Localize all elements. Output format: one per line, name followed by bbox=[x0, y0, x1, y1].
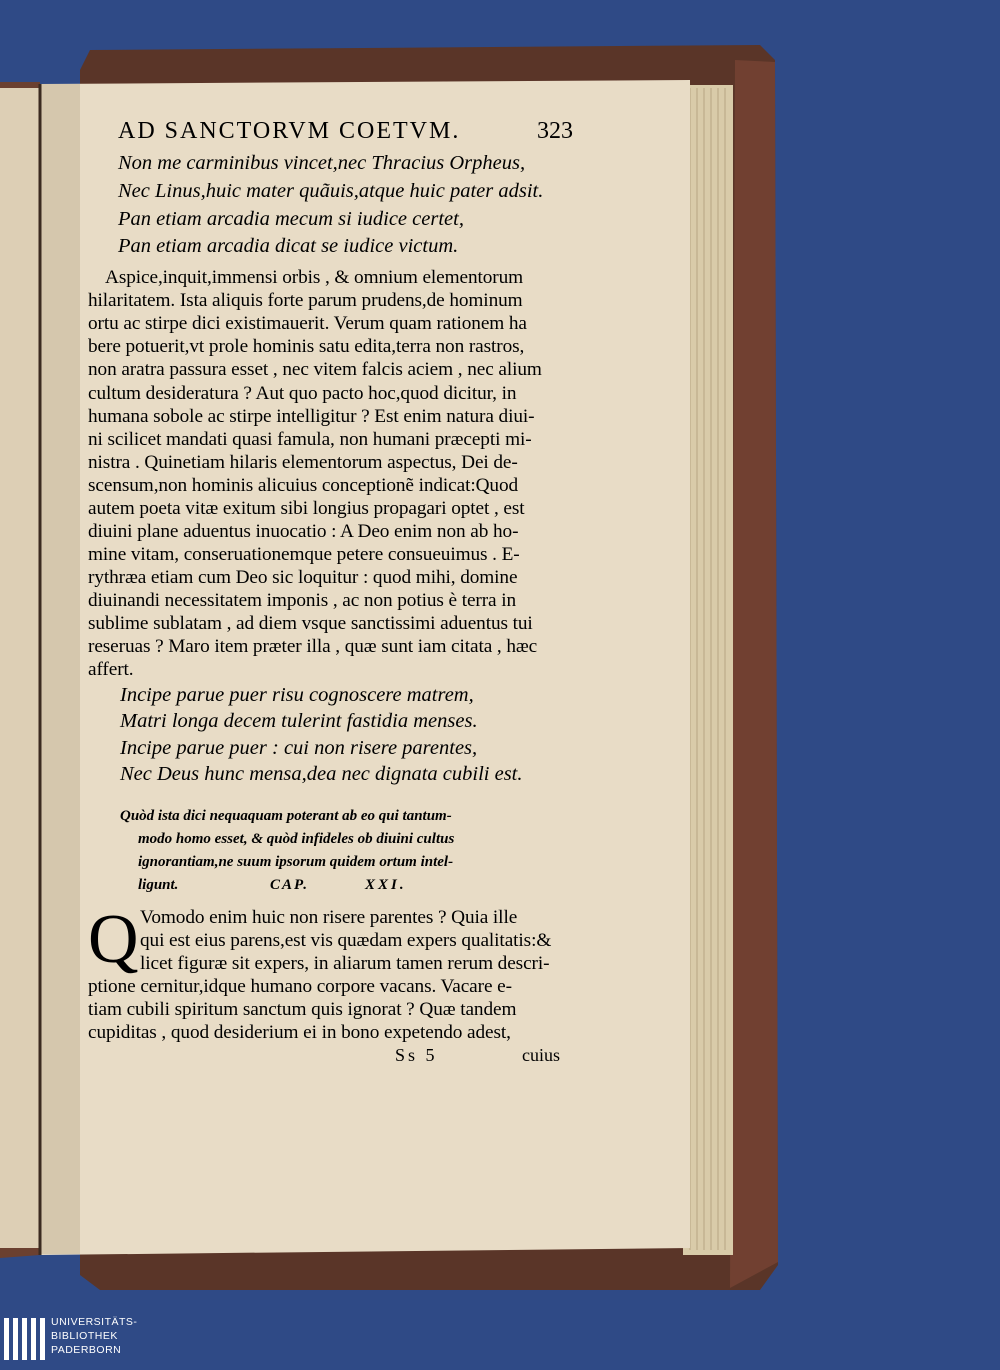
text-line: autem poeta vitæ exitum sibi longius propagari optet , est bbox=[88, 498, 525, 519]
logo-line-3: PADERBORN bbox=[51, 1344, 122, 1356]
text-line: affert. bbox=[88, 659, 134, 680]
cover-edge bbox=[730, 60, 778, 1288]
heading-line: ligunt. bbox=[138, 877, 179, 893]
library-logo bbox=[0, 1312, 160, 1365]
heading-line: modo homo esset, & quòd infideles ob diuini cultus bbox=[138, 831, 455, 847]
logo-line-1: UNIVERSITÄTS- bbox=[51, 1316, 138, 1328]
logo-line-2: BIBLIOTHEK bbox=[51, 1330, 118, 1342]
catchword: cuius bbox=[522, 1045, 560, 1065]
verse-line: Non me carminibus vincet,nec Thracius Orpheus, bbox=[118, 152, 526, 174]
text-line: cultum desideratura ? Aut quo pacto hoc,quod dicitur, in bbox=[88, 383, 517, 404]
page-number: 323 bbox=[537, 118, 573, 144]
text-line: qui est eius parens,est vis quædam expers qualitatis:& bbox=[140, 930, 552, 951]
text-line: ptione cernitur,idque humano corpore vacans. Vacare e- bbox=[88, 976, 512, 997]
text-line: ortu ac stirpe dici existimauerit. Verum quam rationem ha bbox=[88, 313, 527, 334]
chapter-number: XXI. bbox=[365, 877, 407, 893]
text-line: scensum,non hominis alicuius conceptionẽ indicat:Quod bbox=[88, 475, 519, 496]
text-line: diuini plane aduentus inuocatio : A Deo enim non ab ho- bbox=[88, 521, 519, 542]
running-title: AD SANCTORVM COETVM. bbox=[118, 118, 461, 144]
text-line: humana sobole ac stirpe intelligitur ? Est enim natura diui- bbox=[88, 406, 535, 427]
library-logo-mark bbox=[0, 1312, 48, 1365]
text-line: nistra . Quinetiam hilaris elementorum aspectus, Dei de- bbox=[88, 452, 518, 473]
verse-line: Incipe parue puer risu cognoscere matrem, bbox=[120, 684, 474, 706]
verse-line: Nec Deus hunc mensa,dea nec dignata cubili est. bbox=[120, 763, 523, 785]
verse-line: Incipe parue puer : cui non risere parentes, bbox=[120, 737, 478, 759]
signature-mark: Ss 5 bbox=[395, 1045, 438, 1065]
running-header bbox=[118, 118, 573, 150]
chapter-label: CAP. bbox=[270, 877, 309, 893]
text-line: reseruas ? Maro item præter illa , quæ sunt iam citata , hæc bbox=[88, 636, 538, 657]
heading-line: ignorantiam,ne suum ipsorum quidem ortum intel- bbox=[138, 854, 454, 870]
text-line: rythræa etiam cum Deo sic loquitur : quod mihi, domine bbox=[88, 567, 518, 588]
left-page bbox=[0, 88, 40, 1248]
heading-line: Quòd ista dici nequaquam poterant ab eo qui tantum- bbox=[120, 808, 452, 824]
text-line: hilaritatem. Ista aliquis forte parum prudens,de hominum bbox=[88, 290, 523, 311]
verse-line: Pan etiam arcadia mecum si iudice certet, bbox=[118, 208, 464, 230]
text-line: ni scilicet mandati quasi famula, non humani præcepti mi- bbox=[88, 429, 532, 450]
text-line: Vomodo enim huic non risere parentes ? Quia ille bbox=[140, 907, 518, 928]
gutter-shadow bbox=[40, 84, 80, 1254]
verse-line: Pan etiam arcadia dicat se iudice victum. bbox=[118, 235, 459, 257]
text-line: tiam cubili spiritum sanctum quis ignorat ? Quæ tandem bbox=[88, 999, 517, 1020]
drop-cap: Q bbox=[88, 901, 139, 978]
text-line: cupiditas , quod desiderium ei in bono expetendo adest, bbox=[88, 1022, 511, 1043]
text-line: sublime sublatam , ad diem vsque sanctissimi aduentus tui bbox=[88, 613, 533, 634]
text-line: mine vitam, conseruationemque petere consueuimus . E- bbox=[88, 544, 520, 565]
text-line: Aspice,inquit,immensi orbis , & omnium elementorum bbox=[105, 267, 524, 288]
text-line: non aratra passura esset , nec vitem falcis aciem , nec alium bbox=[88, 359, 542, 380]
verse-line: Matri longa decem tulerint fastidia menses. bbox=[120, 710, 478, 732]
text-line: licet figuræ sit expers, in aliarum tamen rerum descri- bbox=[140, 953, 550, 974]
verse-line: Nec Linus,huic mater quãuis,atque huic pater adsit. bbox=[118, 180, 544, 202]
text-line: diuinandi necessitatem imponis , ac non potius è terra in bbox=[88, 590, 517, 611]
text-line: bere potuerit,vt prole hominis satu edita,terra non rastros, bbox=[88, 336, 525, 357]
